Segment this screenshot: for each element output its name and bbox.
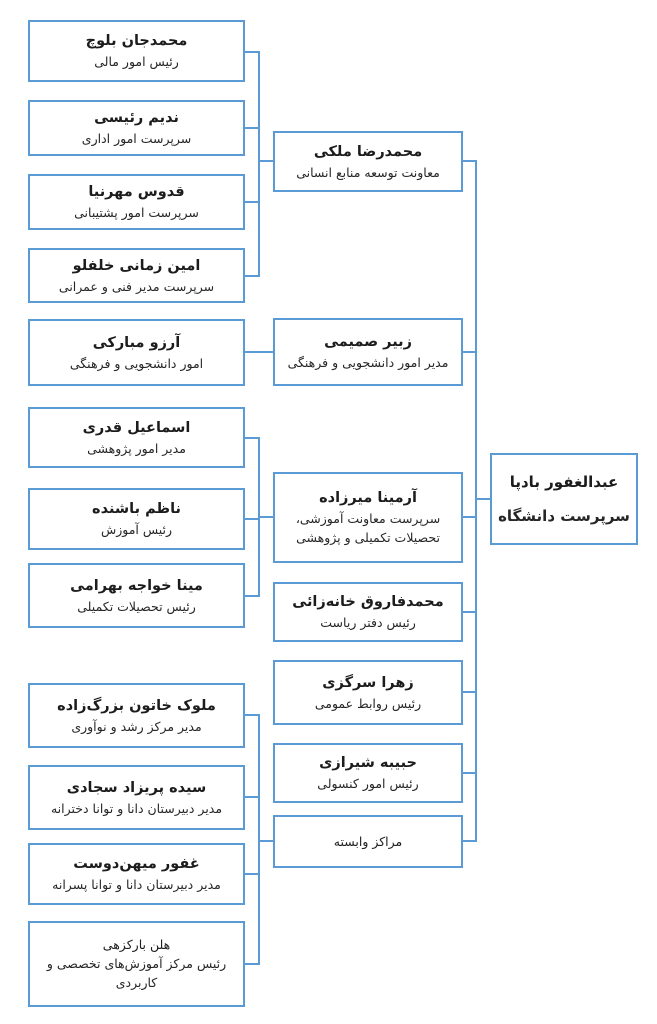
connector-stub [245,873,258,875]
person-name: اسماعیل قدری [82,419,191,436]
person-title: سرپرست دانشگاه [498,507,630,525]
connector-stub [245,963,258,965]
person-title: رئیس آموزش [100,522,173,538]
person-name: زبیر صمیمی [324,334,412,351]
org-node-boys-highschool-director [28,843,245,905]
person-title: امور دانشجویی و فرهنگی [69,355,204,371]
person-name: ندیم رئیسی [94,110,179,127]
person-name: مینا خواجه بهرامی [70,577,203,594]
connector-groupA-vertical [258,51,260,277]
person-name: غفور میهن‌دوست [73,856,200,873]
person-name: محمدرضا ملکی [313,143,423,160]
person-title: رئیس دفتر ریاست [320,615,416,631]
org-node-support-affairs-head [28,174,245,230]
org-node-graduate-studies-head [28,563,245,628]
person-name: ناظم باشنده [92,501,181,518]
connector-stub [463,840,475,842]
org-node-specialized-training-center [28,921,245,1007]
connector-stub [463,611,475,613]
connector-to-hr-deputy [258,160,273,162]
connector-trunk-vertical [475,160,477,842]
org-node-admin-affairs-head [28,100,245,156]
person-title-line2: تحصیلات تکمیلی و پژوهشی [296,530,440,546]
connector-stub [463,691,475,693]
connector-to-academic-deputy [258,516,273,518]
person-title-line1: سرپرست معاونت آموزشی، [295,511,441,527]
person-title: رئیس امور کنسولی [317,776,419,792]
person-name: امین زمانی خلفلو [72,257,201,274]
org-node-consular-affairs-head [273,743,463,803]
org-node-education-head [28,488,245,550]
person-title: مدیر امور پژوهشی [87,440,186,456]
org-node-student-cultural-affairs [28,319,245,386]
connector-stub [463,351,475,353]
org-node-finance-head [28,20,245,82]
org-node-research-affairs-director [28,407,245,468]
person-name: عبدالغفور بادپا [509,472,619,491]
connector-stub [245,714,258,716]
person-title: مدیر دبیرستان دانا و توانا پسرانه [52,877,221,893]
person-name: محمدجان بلوچ [85,33,188,50]
org-node-hr-deputy [273,131,463,192]
connector-stub [463,772,475,774]
person-title: سرپرست مدیر فنی و عمرانی [58,278,215,294]
person-title: رئیس امور مالی [94,54,179,70]
connector-stub [245,518,258,520]
person-title-line1: رئیس مرکز آموزش‌های تخصصی و [46,956,227,972]
person-title: معاونت توسعه منابع انسانی [296,164,440,180]
connector-stub [463,516,475,518]
person-name: قدوس مهرنیا [88,184,185,201]
connector-stub [245,275,258,277]
org-node-academic-deputy [273,472,463,563]
org-node-technical-civil-director [28,248,245,303]
org-node-affiliated-centers [273,815,463,868]
person-name: زهرا سرگزی [322,674,414,691]
connector-stub [245,796,258,798]
org-node-student-affairs-director [273,318,463,386]
org-node-root [490,453,638,545]
connector-stub [245,51,258,53]
person-title: مدیر دبیرستان دانا و توانا دخترانه [50,800,223,816]
person-name: حبیبه شیرازی [319,755,417,772]
person-name: سیده پریزاد سجادی [66,779,207,796]
connector-stub [245,127,258,129]
connector-stub [463,160,475,162]
org-node-growth-innovation-center [28,683,245,748]
person-name: هلن بارکزهی [102,937,171,953]
node-label: مراکز وابسته [333,833,403,849]
person-name: محمدفاروق خانه‌زائی [292,594,444,611]
connector-to-root [475,498,490,500]
person-name: آرزو مبارکی [92,334,181,351]
connector-to-student-affairs [245,351,273,353]
connector-to-affiliated-centers [258,840,273,842]
person-title: مدیر مرکز رشد و نوآوری [71,718,202,734]
person-title: سرپرست امور پشتیبانی [74,205,199,221]
person-title: رئیس روابط عمومی [314,695,422,711]
person-name: ملوک خاتون بزرگ‌زاده [57,697,216,714]
org-node-public-relations-head [273,660,463,725]
person-title: مدیر امور دانشجویی و فرهنگی [287,355,449,371]
connector-stub [245,595,258,597]
org-node-presidency-office-head [273,582,463,642]
connector-stub [245,437,258,439]
person-title: رئیس تحصیلات تکمیلی [77,598,196,614]
person-title: سرپرست امور اداری [81,131,192,147]
connector-stub [245,201,258,203]
org-node-girls-highschool-director [28,765,245,830]
person-name: آرمینا میرزاده [319,490,417,507]
person-title-line2: کاربردی [115,975,158,990]
